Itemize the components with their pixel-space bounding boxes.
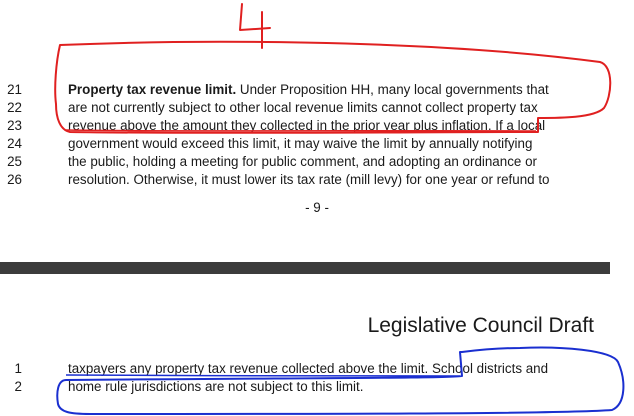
document-header-title: Legislative Council Draft [367,314,594,337]
line-text [68,81,549,98]
page-divider [0,262,610,274]
line-number: 22 [7,100,22,115]
line-text: are not currently subject to other local revenue limits cannot collect property tax [68,100,538,115]
line-number: 1 [14,361,22,376]
line-text: resolution. Otherwise, it must lower its tax rate (mill levy) for one year or refund to [68,172,550,187]
line-24 [0,135,634,152]
line-number: 23 [7,118,22,133]
line-2 [0,378,634,395]
line-22 [0,99,634,116]
bold-heading: Property tax revenue limit. [68,82,237,97]
line-23 [0,117,634,134]
line-text: taxpayers any property tax revenue collected above the limit. School districts and [68,361,549,376]
line-text-rest: Under Proposition HH, many local governments that [236,82,549,97]
line-26 [0,171,634,188]
line-25 [0,153,634,170]
line-number: 26 [7,172,22,187]
line-number: 2 [14,379,22,394]
page-number: - 9 - [305,200,329,215]
line-text: the public, holding a meeting for public comment, and adopting an ordinance or [68,154,537,169]
line-number: 21 [7,82,22,97]
line-21 [0,81,634,98]
line-number: 24 [7,136,22,151]
line-number: 25 [7,154,22,169]
line-text: government would exceed this limit, it may waive the limit by annually notifying [68,136,533,151]
line-1 [0,360,634,377]
line-text: home rule jurisdictions are not subject to this limit. [68,379,364,394]
line-text: revenue above the amount they collected in the prior year plus inflation. If a local [68,118,546,133]
